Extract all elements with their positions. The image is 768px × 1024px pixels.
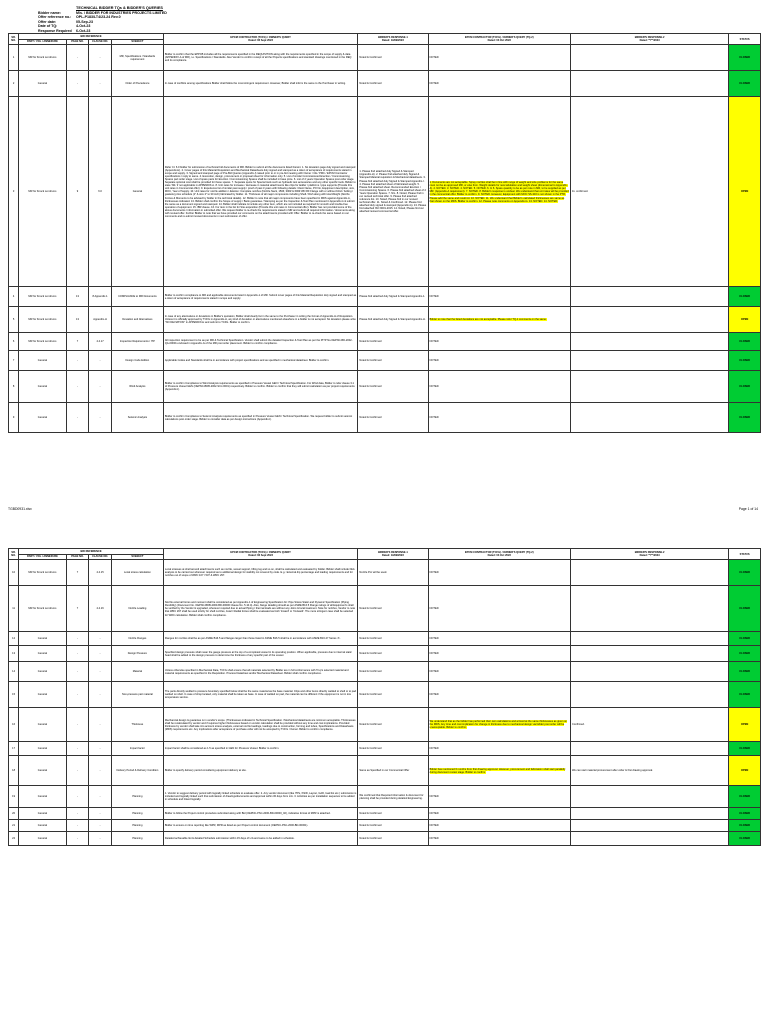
sr-no-cell: 6 (9, 333, 19, 351)
query-2-cell: NOTED (428, 586, 570, 632)
query-2-cell: NOTED (428, 786, 570, 808)
status-cell: CLOSED (729, 682, 761, 708)
response-2-cell (570, 662, 728, 682)
sr-no-cell: 2 (9, 71, 19, 97)
tq-table-page1 (8, 33, 761, 433)
status-cell: CLOSED (729, 786, 761, 808)
table-row (9, 45, 761, 71)
table-row (9, 756, 761, 786)
header-response-1: BIDDER'S RESPONSE-1 Dated: 19/09/2023 (358, 549, 428, 560)
part-vol-cell: General (19, 708, 66, 742)
status-cell: OPEN (729, 756, 761, 786)
response-1-cell: Noted & Confirmed (358, 662, 428, 682)
subject-cell: Design Code Edition (111, 351, 163, 371)
header-clause-no: CLAUSE NO. (89, 554, 112, 560)
page-no-cell: - (66, 646, 89, 662)
response-2-cell (570, 45, 728, 71)
page-no-cell: 7 (66, 333, 89, 351)
clause-no-cell: - (89, 403, 112, 433)
page-no-cell: - (66, 682, 89, 708)
response-1-cell: Please find attached duly Signed & Stamped Appendix-H. (358, 307, 428, 333)
response-1-cell: Noted & Confirmed (358, 808, 428, 820)
part-vol-cell: MR for Knock out drums (19, 97, 66, 287)
clause-no-cell: - (89, 632, 112, 646)
tq-table-page2 (8, 548, 761, 846)
clause-no-cell: - (89, 45, 112, 71)
clause-no-cell: - (89, 756, 112, 786)
response-2-cell (570, 403, 728, 433)
clause-no-cell: 4.4.15 (89, 560, 112, 586)
status-cell: OPEN (729, 708, 761, 742)
status-cell: CLOSED (729, 832, 761, 846)
part-vol-cell: MR for Knock out drums (19, 45, 66, 71)
table-row (9, 351, 761, 371)
table-row (9, 832, 761, 846)
sr-no-cell: 10 (9, 560, 19, 586)
table-row (9, 307, 761, 333)
query-2-cell: We understand that as the bidder has performed their own calculations and arrived at the same thicknesses as given on the MDS, Any time and cost implication for change in thickness due to mechanical design via bidder post order will be unacceptable. Bidder to confirm. (428, 708, 570, 742)
clause-no-cell: 4.4.16 (89, 586, 112, 632)
sr-no-cell: 13 (9, 646, 19, 662)
response-1-cell: Noted & Confirmed (358, 708, 428, 742)
offer-meta-value: OPL-P183/LT4/23-24 Rev.0 (76, 15, 121, 20)
response-2-cell (570, 820, 728, 832)
response-2-cell: We can start material procurement after order & first drawing approval. (570, 756, 728, 786)
page-no-cell: - (66, 756, 89, 786)
subject-cell: COMPLIANCE to MR Documents (111, 287, 163, 307)
query-cell: Local stresses at shell around attachments such as nozzle, vessel support, lifting lug and so on, shall be calculated and evaluated by bidder. Bidder shall include FEA analysis to be carried out wherever required as to additional design for stability not covered by code. E.g.: External dip percentage and loading requirements and for nozzles out of scope of WRC 107 / 537 & WRC 297. (163, 560, 358, 586)
doc-title: TECHNICAL BIDDER TQs & BIDDER'S QUERIES (76, 6, 163, 10)
sr-no-cell: 11 (9, 586, 19, 632)
subject-cell: Non-pressure part material (111, 682, 163, 708)
query-cell: Applicable Codes and Standards shall be in accordance with project specifications and as specified in mechanical datasheet. Bidder to confirm. (163, 351, 358, 371)
query-2-cell: NOTED (428, 351, 570, 371)
status-cell: CLOSED (729, 820, 761, 832)
part-vol-cell: General (19, 808, 66, 820)
query-cell: In case of any alternatives or deviations in Bidder's quotation, Bidder shall clearly list in the same to the Purchaser in writing the format of Appendix-H of Requisition. Unless it is officially approved by TCFG in Appendix-H, any kind of deviation or alternatives mentioned elsewhere in a bidder is not accepted. No deviation please write "NO DEVIATION" in APPENDIX-H and submit to TCFG. Bidder to confirm. (163, 307, 358, 333)
header-subject: SUBJECT (111, 554, 163, 560)
response-1-cell: Nozzle Pro will be used. (358, 560, 428, 586)
response-2-cell (570, 786, 728, 808)
page-no-cell: - (66, 786, 89, 808)
response-1-cell: Noted & Confirmed (358, 586, 428, 632)
header-bid-reference: BID REFERENCE (19, 34, 164, 40)
response-2-cell (570, 632, 728, 646)
header-response-1: BIDDER'S RESPONSE-1 Dated: 19/09/2023 (358, 34, 428, 45)
page-no-cell: - (66, 832, 89, 846)
response-1-cell: Noted & Confirmed (358, 820, 428, 832)
footer-page-1: Page 1 of 14 (738, 507, 758, 511)
query-cell: The parts directly welded to pressure boundary specified below shall be the same material as the base material. Clips and other items directly welded to shell or to pad welded on shell. In case of shop located, only material shall be taken as base. In case of welded on pad, the material can be different if the equipment is not in low temperature service. (163, 682, 358, 708)
status-cell: CLOSED (729, 403, 761, 433)
page-no-cell: - (66, 742, 89, 756)
part-vol-cell: General (19, 786, 66, 808)
table-row (9, 586, 761, 632)
offer-meta-key: Bidder name: (38, 11, 61, 15)
subject-cell: Deviation and Alternatives (111, 307, 163, 333)
sr-no-cell: 17 (9, 742, 19, 756)
query-2-cell: NOTED (428, 371, 570, 403)
page-no-cell: - (66, 808, 89, 820)
table-row (9, 560, 761, 586)
table-row (9, 708, 761, 742)
response-1-cell: Noted & Confirmed (358, 403, 428, 433)
query-cell: 1. Vendor to suggest delivery period with logically linked schedule to evaluate offer. 2. Any vendor document (like ITPs, P&ID, Layout, GAD, load list etc.) submission is included and logically linked such that submission of drawings/documents and approval within 30 days from L/A. 3. Activities as per installation sequence to be added in schedule and linked logically. (163, 786, 358, 808)
offer-meta-value: 6-Oct-23 (76, 28, 91, 33)
status-cell: CLOSED (729, 45, 761, 71)
part-vol-cell: General (19, 832, 66, 846)
table-row (9, 742, 761, 756)
query-cell: Bidder to confirm Compliance to Wind Analysis requirements as specified in Pressure Vessel GEN / Technical Specification. For Wind data, Bidder to refer clause 3.1 of Pressure Vessel GEN (OEPNC-BDB-2002-SCJ-0001) respectively. Bidder to confirm. Bidder to confirm that they will submit calculation as per project requirements (Appendix-I). (163, 371, 358, 403)
sr-no-cell: 21 (9, 820, 19, 832)
page-no-cell: - (66, 45, 89, 71)
status-cell: CLOSED (729, 560, 761, 586)
table-row (9, 786, 761, 808)
part-vol-cell: MR for Knock out drums (19, 586, 66, 632)
table-row (9, 403, 761, 433)
status-cell: CLOSED (729, 287, 761, 307)
table-row (9, 682, 761, 708)
header-query: EPCM CONTRACTOR (TCFG) / OWNER'S QUERY Dated: 06 Sept 2023 (163, 549, 358, 560)
subject-cell: Planning (111, 808, 163, 820)
clause-no-cell: 8 Appendix-1 (89, 287, 112, 307)
status-cell: OPEN (729, 307, 761, 333)
query-2-cell: NOTED (428, 403, 570, 433)
page-no-cell: - (66, 403, 89, 433)
response-1-cell: Noted & Confirmed (358, 646, 428, 662)
sr-no-cell: 8 (9, 371, 19, 403)
part-vol-cell: General (19, 371, 66, 403)
clause-no-cell: - (89, 820, 112, 832)
status-cell: CLOSED (729, 632, 761, 646)
offer-meta-value: 05-Sep-23 (76, 19, 93, 24)
subject-cell: Order of Precedence (111, 71, 163, 97)
page-no-cell: - (66, 662, 89, 682)
offer-meta-key: Offer date: (38, 19, 57, 24)
status-cell: CLOSED (729, 646, 761, 662)
part-vol-cell: General (19, 742, 66, 756)
table-row (9, 632, 761, 646)
header-sr-no: SR. NO. (9, 34, 19, 45)
offer-meta-value: M/s. / BIDDER FOR INDUSTRIES PROJECTS LIMITED (76, 11, 167, 15)
subject-cell: Local stress calculation (111, 560, 163, 586)
page-no-cell: 13 (66, 307, 89, 333)
response-1-cell: Same as Specified in our Commercial Offer (358, 756, 428, 786)
response-1-cell: Noted & Confirmed (358, 742, 428, 756)
response-2-cell (570, 742, 728, 756)
part-vol-cell: General (19, 820, 66, 832)
response-2-cell (570, 586, 728, 632)
header-subject: SUBJECT (111, 39, 163, 45)
subject-cell: Delivery Period & Delivery Condition (111, 756, 163, 786)
header-status: STATUS (729, 34, 761, 45)
table-row (9, 71, 761, 97)
part-vol-cell: MR for Knock out drums (19, 287, 66, 307)
query-2-cell: NOTED (428, 808, 570, 820)
query-cell: In case of conflicts among specifications Bidder shall follow the most stringent requirement. However, Bidder shall inform the same to the Purchaser in writing. (163, 71, 358, 97)
query-2-cell: NOTED (428, 333, 570, 351)
response-2-cell: Confirmed. (570, 708, 728, 742)
part-vol-cell: MR for Knock out drums (19, 560, 66, 586)
offer-meta-value: 4-Oct-23 (76, 24, 91, 29)
response-1-cell: Please find attached duly Signed & Stamped Appendix-1. (358, 287, 428, 307)
page-no-cell: 7 (66, 586, 89, 632)
sr-no-cell: 19 (9, 786, 19, 808)
sr-no-cell: 22 (9, 832, 19, 846)
subject-cell: General (111, 97, 163, 287)
header-response-2: BIDDER'S RESPONSE-2 Dated: **/**/2023 (570, 34, 728, 45)
table-row (9, 808, 761, 820)
query-2-cell: NOTED (428, 632, 570, 646)
clause-no-cell: - (89, 662, 112, 682)
page-no-cell: 9 (66, 97, 89, 287)
clause-no-cell: - (89, 742, 112, 756)
subject-cell: Seismic Analysis (111, 403, 163, 433)
clause-no-cell: - (89, 371, 112, 403)
response-1-cell: Noted & Confirmed (358, 632, 428, 646)
status-cell: CLOSED (729, 333, 761, 351)
table-row (9, 646, 761, 662)
header-status: STATUS (729, 549, 761, 560)
query-2-cell: Bidder has mentioned 6 months from first drawing approval. However, procurement and fabrication shall start parallelly during document review stage. Bidder to confirm. (428, 756, 570, 786)
query-cell: All inspection requirement to be as per MR & Technical Specification. Vendor shall submit the detailed Inspection & Test Plan as per the PITP No.OEPNC-BD-2002-QA-00001 enclosed in Appendix-G of the MR post order placement. Bidder to confirm compliance. (163, 333, 358, 351)
part-vol-cell: MR for Knock out drums (19, 333, 66, 351)
page-no-cell: 13 (66, 287, 89, 307)
clause-no-cell: - (89, 708, 112, 742)
query-2-cell: NOTED (428, 682, 570, 708)
query-2-cell: Bidder to note that the listed deviations are not acceptable. Please refer TQ-1 comments on the same. (428, 307, 570, 333)
part-vol-cell: General (19, 71, 66, 97)
response-1-cell: Noted & Confirmed (358, 71, 428, 97)
response-2-cell (570, 832, 728, 846)
status-cell: CLOSED (729, 371, 761, 403)
subject-cell: Planning (111, 832, 163, 846)
footer-file-1: TGBD0931.xlsx (8, 507, 32, 511)
header-query: EPCM CONTRACTOR (TCFG) / OWNER'S QUERY Dated: 06 Sept 2023 (163, 34, 358, 45)
page-no-cell: 7 (66, 560, 89, 586)
query-cell: Impact factor shall be considered as 1.5 as specified in GEN for Pressure Vessel. Bidder to confirm. (163, 742, 358, 756)
query-cell: Bidder to follow the Project control procedure submitted along with Bid (OEPNC-PSC-2000-BD-00000_02), indicative format of MPR is attached. (163, 808, 358, 820)
subject-cell: Planning (111, 820, 163, 832)
response-1-cell: We confirmed that Required information & document for planning shall be provided during detailed Engineering. (358, 786, 428, 808)
response-2-cell (570, 682, 728, 708)
header-sr-no: SR. NO. (9, 549, 19, 560)
response-1-cell: Noted & Confirmed (358, 682, 428, 708)
subject-cell: Thickness (111, 708, 163, 742)
response-2-cell (570, 307, 728, 333)
status-cell: CLOSED (729, 662, 761, 682)
sr-no-cell: 12 (9, 632, 19, 646)
subject-cell: Wind Analysis (111, 371, 163, 403)
header-part-vol: PART / VOL / ANNEXURE (19, 39, 66, 45)
response-1-cell: Noted & Confirmed (358, 45, 428, 71)
subject-cell: Inspection Requirements / ITP (111, 333, 163, 351)
query-2-cell: 1. Documents are not acceptable. Spray nozzles shall be in line with range of weight and size problems for the same must not be as approved MR, or else from. Weight details for new tabulation and weight sheet (dimensional to Appendix-A). 2. NOTED. 3. NOTED. 4. NOTED. 5. NOTED. 6. In 6. Spare quantity to be as per note in MR, to be supplied as per MR. (Appendix-A requirement). 7. NOTED. 8. Bidder's response is unclear. We understand that unit rates will be provided in the commercial offer. Bidder to confirm. 9. NOTED. However, Equipment with MOC SS-316 is not shown in the PTR. Please add the same and resubmit. 10. NOTED. 11. We understand that Bidder's calculated thicknesses are same as that shown on the MDS. Bidder to confirm. 12. Please note comments on Appendix-G. 13. NOTED. 14. NOTED. (428, 97, 570, 287)
sr-no-cell: 7 (9, 351, 19, 371)
query-cell: Bidder to confirm Compliance to Seismic Analysis requirements as specified in Pressure Vessel GEN / Technical Specification. We request bidder to submit seismic calculations post order stage. Bidder to consider data as per design instructions (Appendix-I). (163, 403, 358, 433)
response-1-cell: Noted & Confirmed (358, 371, 428, 403)
sr-no-cell: 4 (9, 287, 19, 307)
query-2-cell: NOTED (428, 287, 570, 307)
clause-no-cell: 6.0 (89, 97, 112, 287)
part-vol-cell: General (19, 646, 66, 662)
subject-cell: Impact factor (111, 742, 163, 756)
query-2-cell: NOTED (428, 820, 570, 832)
query-cell: Bidder to ensure on time reporting like WPR, MPR as listed as per Project control document (OEPNC-PSC-2000-BD-00001). (163, 820, 358, 832)
sr-no-cell: 20 (9, 808, 19, 820)
page-no-cell: - (66, 371, 89, 403)
subject-cell: Nozzle Loading (111, 586, 163, 632)
query-2-cell: NOTED (428, 560, 570, 586)
response-2-cell (570, 646, 728, 662)
subject-cell: Design Pressure (111, 646, 163, 662)
part-vol-cell: General (19, 682, 66, 708)
header-response-2: BIDDER'S RESPONSE-2 Dated: **/**/2023 (570, 549, 728, 560)
sr-no-cell: 5 (9, 307, 19, 333)
response-2-cell (570, 560, 728, 586)
clause-no-cell: - (89, 808, 112, 820)
page-no-cell: - (66, 820, 89, 832)
clause-no-cell: - (89, 832, 112, 846)
query-2-cell: NOTED (428, 832, 570, 846)
query-cell: Bidder to confirm compliance to MR and applicable documents listed in Appendix-1 of MR. Submit cover pages of this Material Requisition duly signed and stamped as a token of acceptance of requirements stated in scope and supply. (163, 287, 358, 307)
clause-no-cell: - (89, 786, 112, 808)
query-2-cell: NOTED (428, 71, 570, 97)
query-cell: Bidder to specify delivery period considering equipment delivery at site. (163, 756, 358, 786)
status-cell: CLOSED (729, 586, 761, 632)
query-cell: Unless otherwise specified in Mechanical Data, TCFG shall ensure that all materials selected by Bidder are in full conformance with Trup's selected material and material requirements as specified in the Requisition. Process Datasheet and/or Mechanical Datasheet. Bidder shall confirm compliance. (163, 662, 358, 682)
sr-no-cell: 3 (9, 97, 19, 287)
page-no-cell: - (66, 351, 89, 371)
clause-no-cell: 4.4.17 (89, 333, 112, 351)
query-2-cell: NOTED (428, 646, 570, 662)
query-2-cell: NOTED (428, 662, 570, 682)
query-cell: Mechanical design & guarantee is in vendor's scope. (Thicknesses indicated in Technical Specification / Mechanical datasheets are minimum acceptable. Thicknesses shall be recalculated by vendor and if requires higher thicknesses based on vendor calculation shall be provided without any time and cost implications. Provided thickness by vendor shall take into account stress analysis, external nozzle loadings, loadings due to construction, forming and tubes, Specifications and Datasheets (MDS) requirements etc. Any implications after acceptance of purchase order will not be accepted by TCFG / Owner. Bidder to confirm compliance. (163, 708, 358, 742)
clause-no-cell: - (89, 646, 112, 662)
offer-meta-key: Date of TQ: (38, 24, 58, 29)
response-2-cell (570, 333, 728, 351)
response-2-cell (570, 287, 728, 307)
clause-no-cell: - (89, 71, 112, 97)
query-cell: Refer Cl. 6.0 bidder for submission of technical bid documents of MR. Bidder to submit all the documents listed therein: 1. No deviation page duly signed and stamped (Appendix-H). 2. Cover pages of this Material Requisition and Mechanical Datasheets duly signed and stamped as a token of acceptance of requirements stated in scope and supply. 3. Signed and stamped page of Pre-Bid Queries (Appendix-I) raised prior to or in pre-bid meeting with Owner / CE / PMC / EPCM Contractor specifications / reply to same. 4. Execution, design, procurement or proposal sheet for information only. 5. List of similar Commissioned Erection / Commissioning Spares part order stage. List of spare parts for Erection / Commissioning Spares shall be included in base price. 6. List of 2 years Operation Spares post order stage. Separate optional cost shall be provided for these spares. 7. Separate quote for Special tools such as hydraulic test accessories and any other specific tools. Bidder to state 'NIL' if not applicable in APPENDIX-A. 8. Unit rates for increase / decrease in material attachments like clips for ladder / platforms / pipe supports (Provide this unit rates in Commercial offer). 9. Experience list of similar past supply / proof of past 3 years with following details: Client Name, PO No, Equipment description, size, MOC, Year of Supply. 10. Unit rates for nozzle addition / deletion: Complete nozzles (Nozzle Neck, 150#, 300# & 600# WN RF Flange with or without blind / bolting / gaskets) price schedule (1" & size 2" to 30 inch) fabricated by bidder. 11. Thickness of all major components including Shell / Dish along with total Weight (Nozzle Forces & Moments to be advised by bidder in the technical details). 12. Bidder to note that all major components have been specified in MDS against Appendix-A, thicknesses indicated. 13. Bidder shall confirm the Scope of supply / Bank guarantee / Stamping as per the Inspection & Test Plan mentioned in Appendix-G & submit the same as a document signed and stamped. 14. Bidder shall indicate & include any other item, which are not included as required for smooth and trouble-free operation of equipment. 15. IBR clause. 16. For item in the list for Site acquisition (Provide this unit rates in Commercial offer). Bidder has not provided some of the above documents / information in submitted offer. We request bidder to re-check the requirements stated in MR and submit all required information / documents along with revised offer. Further Bidder to note that we have provided our comments on the attachments provided with Offer. Bidder to re-check the same based on our comments and re-submit revised documents in next submission of offer. (163, 97, 358, 287)
table-row (9, 97, 761, 287)
subject-cell: MR, Specifications / Standards requirement (111, 45, 163, 71)
page-no-cell: - (66, 632, 89, 646)
status-cell: CLOSED (729, 351, 761, 371)
query-2-cell: NOTED (428, 742, 570, 756)
page-no-cell: - (66, 71, 89, 97)
part-vol-cell: General (19, 662, 66, 682)
table-row (9, 287, 761, 307)
part-vol-cell: General (19, 351, 66, 371)
response-1-cell: Noted & Confirmed (358, 351, 428, 371)
page-no-cell: - (66, 708, 89, 742)
header-clause-no: CLAUSE NO. (89, 39, 112, 45)
table-row (9, 371, 761, 403)
response-2-cell: 11. confirmed. (570, 97, 728, 287)
part-vol-cell: MR for Knock out drums (19, 307, 66, 333)
table-row (9, 662, 761, 682)
status-cell: OPEN (729, 97, 761, 287)
sr-no-cell: 16 (9, 708, 19, 742)
query-cell: Flanges for nozzles shall be as per ASME B16.5 and flanges larger than those listed in ASME B16.5 shall be in accordance with ASME B16.47 Series 'A'. (163, 632, 358, 646)
sr-no-cell: 9 (9, 403, 19, 433)
clause-no-cell: - (89, 351, 112, 371)
offer-meta-key: Offer reference no.: (38, 15, 72, 20)
part-vol-cell: General (19, 756, 66, 786)
query-cell: Specified design pressure shall mean the gauge pressure at the top of a completed vessel in its operating position. When applicable, pressure due to internal static head shall be added to the design pressure to determine the thickness of any specific part of the vessel. (163, 646, 358, 662)
part-vol-cell: General (19, 632, 66, 646)
subject-cell: Material (111, 662, 163, 682)
offer-meta-key: Response Required (38, 28, 72, 33)
subject-cell: Planning (111, 786, 163, 808)
clause-no-cell: - (89, 682, 112, 708)
part-vol-cell: General (19, 403, 66, 433)
table-row (9, 820, 761, 832)
sr-no-cell: 18 (9, 756, 19, 786)
query-cell: Detailed achievable list & detailed Schedule submission within 15 days of L/A and same to be added in schedule. (163, 832, 358, 846)
clause-no-cell: Appendix-H (89, 307, 112, 333)
response-1-cell: Noted & Confirmed (358, 333, 428, 351)
response-2-cell (570, 71, 728, 97)
header-part-vol: PART / VOL / ANNEXURE (19, 554, 66, 560)
status-cell: CLOSED (729, 71, 761, 97)
sr-no-cell: 14 (9, 662, 19, 682)
header-bid-reference: BID REFERENCE (19, 549, 164, 555)
table-row (9, 333, 761, 351)
header-query-2: EPCM CONTRACTOR (TCFG) / OWNER'S QUERY (TQ-2) Dated: 03 Oct 2023 (428, 34, 570, 45)
response-1-cell: 1. Please find attached duly Signed & Stamped (Appendix-H). 2. Please find attached duly Signed & Stamped Material requisition & Mechanical datasheets. 3. Please find attached duly Signed & Stamped Appendix-I. 4. Please find attached sheet of fabricated weight. 5. Please find attached sheet. Recommended Erection / Commissioning Spares. 6. Please find attached sheet of 2 Years Operation Spares. 7. NIL. 8. Noted, Please find in our revised technical offer. 9. Please find attached reference list. 10. Noted, Please find in our revised technical offer. 11. Noted & Confirmed. 12. Please find attached duly signed & stamped (Appendix-G). 13. Please find attached ISO 9001-2015. 14. Noted, Please find our attached revised commercial offer. (358, 97, 428, 287)
response-2-cell (570, 351, 728, 371)
response-2-cell (570, 808, 728, 820)
query-cell: Bidder to confirm that the EPPCB includes all the requirements specified in the REQUISITION along with the requirements specified in the scope of supply & data (APPENDIX-A of MR), i.e. Specifications / Standards. Also Vendor to confirm receipt of all the Projects specifications and standard drawings mentioned in the REQ and its compliance. (163, 45, 358, 71)
header-query-2: EPCM CONTRACTOR (TCFG) / OWNER'S QUERY (TQ-2) Dated: 03 Oct 2023 (428, 549, 570, 560)
status-cell: CLOSED (729, 808, 761, 820)
header-page-no: PAGE NO. (66, 39, 89, 45)
response-1-cell: Noted & Confirmed (358, 832, 428, 846)
query-2-cell: NOTED (428, 45, 570, 71)
header-page-no: PAGE NO. (66, 554, 89, 560)
response-2-cell (570, 371, 728, 403)
sr-no-cell: 15 (9, 682, 19, 708)
sr-no-cell: 1 (9, 45, 19, 71)
query-cell: Nozzle external forces and moment shall be considered as per Appendix-1 of Engineering Specification for: Pipe Stress Static and Dynamic Specification (Piping Flexibility) (Document No. OEPNC-BDB-2000-BD-00000 Clause No. 5.10.4). Also, flange detailing should as per ASME B16.5 Flange ratings of all Equipment's shall be verified by the Vendor & upgraded, wherever required due to actual Piping / thermal loads are without any Joins & local treatment. Note for nozzles, Vendor to note that WRC 297 shall be used strictly for shell nozzles, Axial / Radial forces shall be evaluated as both 'Inward' or 'Outward'. The more stringent case shall be selected for WRC calculation. Bidder shall confirm compliance. (163, 586, 358, 632)
subject-cell: Nozzle Flanges (111, 632, 163, 646)
status-cell: CLOSED (729, 742, 761, 756)
